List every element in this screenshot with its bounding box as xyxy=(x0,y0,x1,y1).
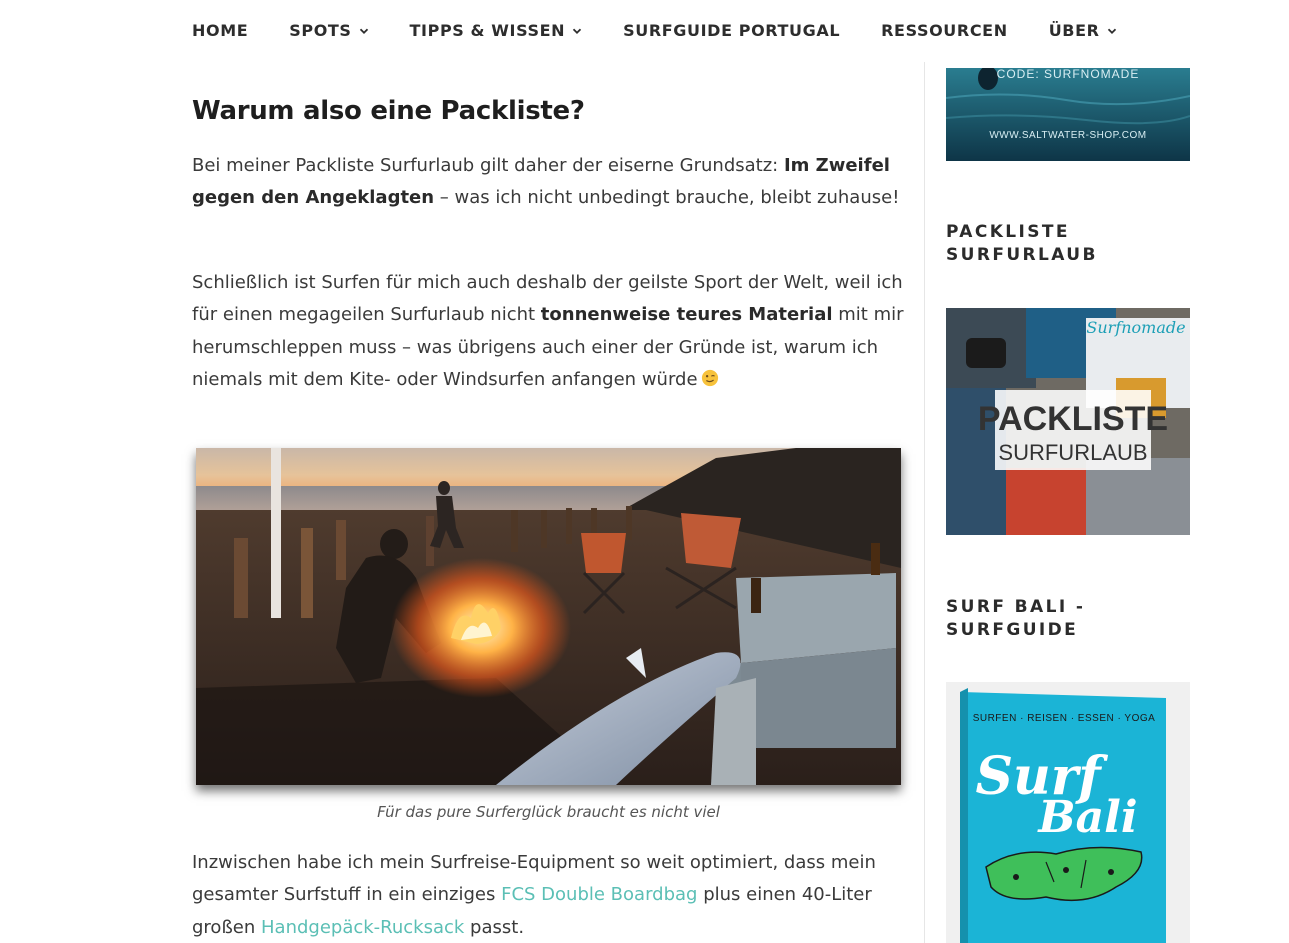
chevron-down-icon xyxy=(359,26,369,36)
text: plus einen 40-Liter großen xyxy=(192,884,872,938)
ad-url-text: WWW.SALTWATER-SHOP.COM xyxy=(989,130,1147,141)
saltwater-shop-banner[interactable] xyxy=(946,68,1190,161)
nav-item-home[interactable] xyxy=(192,21,248,40)
bold-text: Im Zweifel gegen den Angeklagten xyxy=(192,155,890,209)
book-title-bali: Bali xyxy=(1038,792,1138,843)
paragraph-surfen xyxy=(192,267,904,397)
photo-caption: Für das pure Surferglück braucht es nicht viel xyxy=(377,803,720,821)
nav-item-surfguide-portugal[interactable] xyxy=(623,21,840,40)
text: Inzwischen habe ich mein Surfreise-Equipment so weit optimiert, dass mein gesamter Surfstuff in ein einziges xyxy=(192,852,876,906)
nav-item-label: HOME xyxy=(192,21,249,40)
wink-emoji-icon xyxy=(701,369,719,387)
text: Bei meiner Packliste Surfurlaub gilt daher der eiserne Grundsatz: xyxy=(192,155,784,176)
paragraph-grundsatz xyxy=(192,150,904,215)
packliste-brand-text: Surfnomade xyxy=(1086,318,1186,337)
ad-code-text: CODE: SURFNOMADE xyxy=(996,68,1140,81)
text: Schließlich ist Surfen für mich auch deshalb der geilste Sport der Welt, weil ich für einen megageilen Surfurlaub nicht xyxy=(192,272,903,326)
nav-item-label: RESSOURCEN xyxy=(881,21,1008,40)
nav-item-ressourcen[interactable] xyxy=(881,21,1008,40)
chevron-down-icon xyxy=(1107,26,1117,36)
surf-bali-book-image[interactable] xyxy=(946,682,1190,943)
nav-item-spots[interactable] xyxy=(289,21,368,40)
book-topline-text: SURFEN · REISEN · ESSEN · YOGA xyxy=(972,713,1156,724)
packliste-subtitle-text: SURFURLAUB xyxy=(998,440,1148,465)
nav-menu xyxy=(192,21,1158,40)
campfire-beach-photo xyxy=(196,448,901,785)
packliste-title-text: PACKLISTE xyxy=(977,400,1169,438)
text: mit mir herumschleppen muss – was übrigens auch einer der Gründe ist, warum ich niemals mit dem Kite- oder Windsurfen anfangen würde xyxy=(192,304,904,391)
nav-item-ueber[interactable] xyxy=(1049,21,1117,40)
sidebar-divider xyxy=(924,62,925,943)
nav-item-label: ÜBER xyxy=(1048,21,1100,40)
main-navigation xyxy=(0,0,1289,62)
chevron-down-icon xyxy=(572,26,582,36)
text: – was ich nicht unbedingt brauche, bleibt zuhause! xyxy=(434,187,900,209)
widget-title-packliste: PACKLISTE SURFURLAUB xyxy=(946,222,1098,265)
text: passt. xyxy=(464,916,525,938)
book-title-surf: Surf xyxy=(975,746,1101,807)
paragraph-equipment xyxy=(192,847,904,943)
nav-item-label: SPOTS xyxy=(289,21,352,40)
section-heading: Warum also eine Packliste? xyxy=(192,96,585,126)
nav-item-tipps-wissen[interactable] xyxy=(410,21,583,40)
nav-item-label: SURFGUIDE PORTUGAL xyxy=(623,21,841,40)
bold-text: tonnenweise teures Material xyxy=(540,304,833,326)
widget-title-surf-bali: SURF BALI - SURFGUIDE xyxy=(946,597,1086,640)
link-handgepaeck-rucksack[interactable]: Handgepäck-Rucksack xyxy=(261,916,465,938)
link-fcs-double-boardbag[interactable]: FCS Double Boardbag xyxy=(501,884,698,906)
nav-item-label: TIPPS & WISSEN xyxy=(409,21,566,40)
packliste-surfurlaub-image[interactable] xyxy=(946,308,1190,535)
